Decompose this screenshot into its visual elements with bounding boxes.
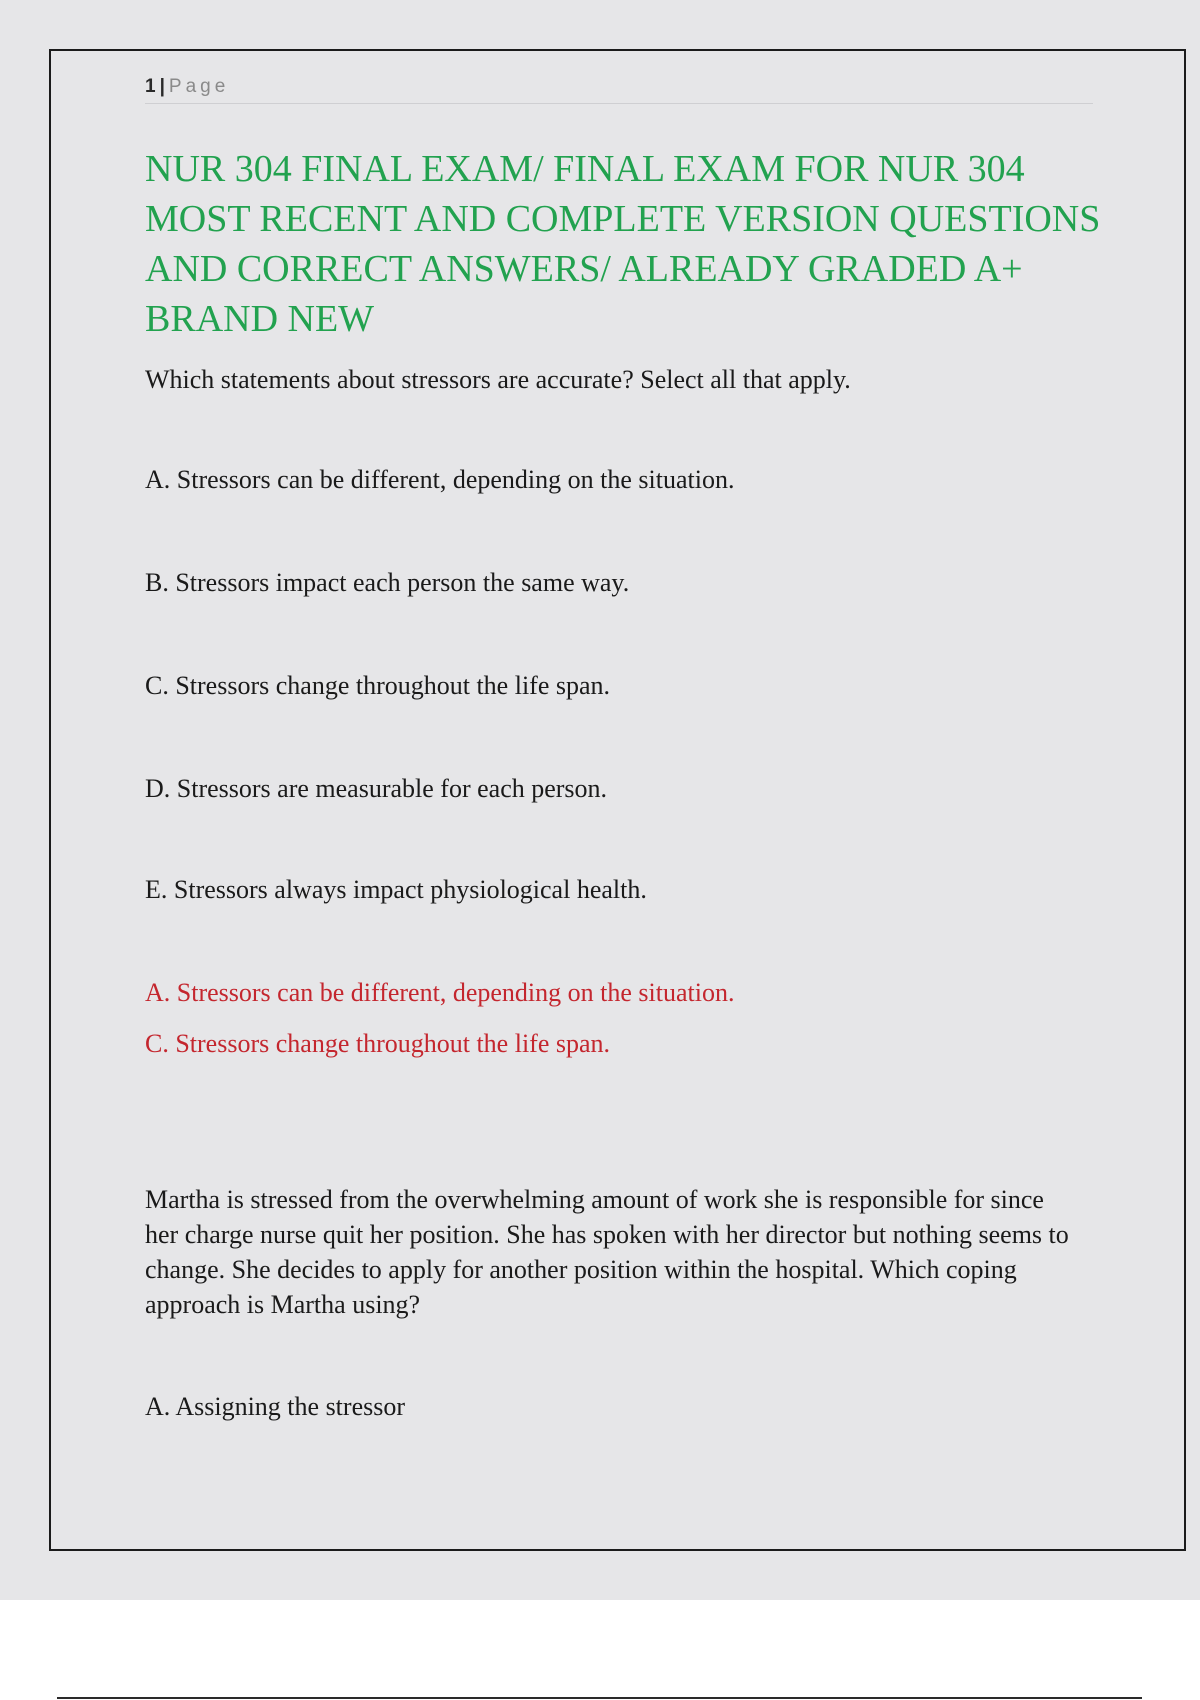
question-2-prompt: Martha is stressed from the overwhelming amount of work she is responsible for since her charge nurse quit her position. She has spoken with her director but nothing seems to change. She decides to apply for another position within the hospital. Which coping approach is Martha using? — [145, 1185, 1069, 1319]
question-1-answer-a: A. Stressors can be different, depending on the situation. — [145, 978, 735, 1007]
question-2-option-a: A. Assigning the stressor — [145, 1392, 405, 1421]
bottom-divider — [57, 1697, 1142, 1699]
page-label: Page — [168, 76, 230, 97]
question-1-prompt: Which statements about stressors are accurate? Select all that apply. — [145, 365, 851, 394]
page-header — [145, 74, 1093, 104]
question-1-option-d: D. Stressors are measurable for each person. — [145, 774, 608, 803]
question-1-option-e: E. Stressors always impact physiological health. — [145, 875, 647, 904]
question-1-option-a: A. Stressors can be different, depending on the situation. — [145, 465, 735, 494]
question-1-answer-c: C. Stressors change throughout the life span. — [145, 1029, 611, 1058]
question-1-option-c: C. Stressors change throughout the life span. — [145, 671, 611, 700]
page-separator: | — [159, 76, 165, 97]
document-title: NUR 304 FINAL EXAM/ FINAL EXAM FOR NUR 304 MOST RECENT AND COMPLETE VERSION QUESTIONS AND CORRECT ANSWERS/ ALREADY GRADED A+ BRAND NEW — [145, 148, 1101, 340]
page-number: 1 — [145, 76, 156, 97]
question-1-option-b: B. Stressors impact each person the same way. — [145, 568, 630, 597]
